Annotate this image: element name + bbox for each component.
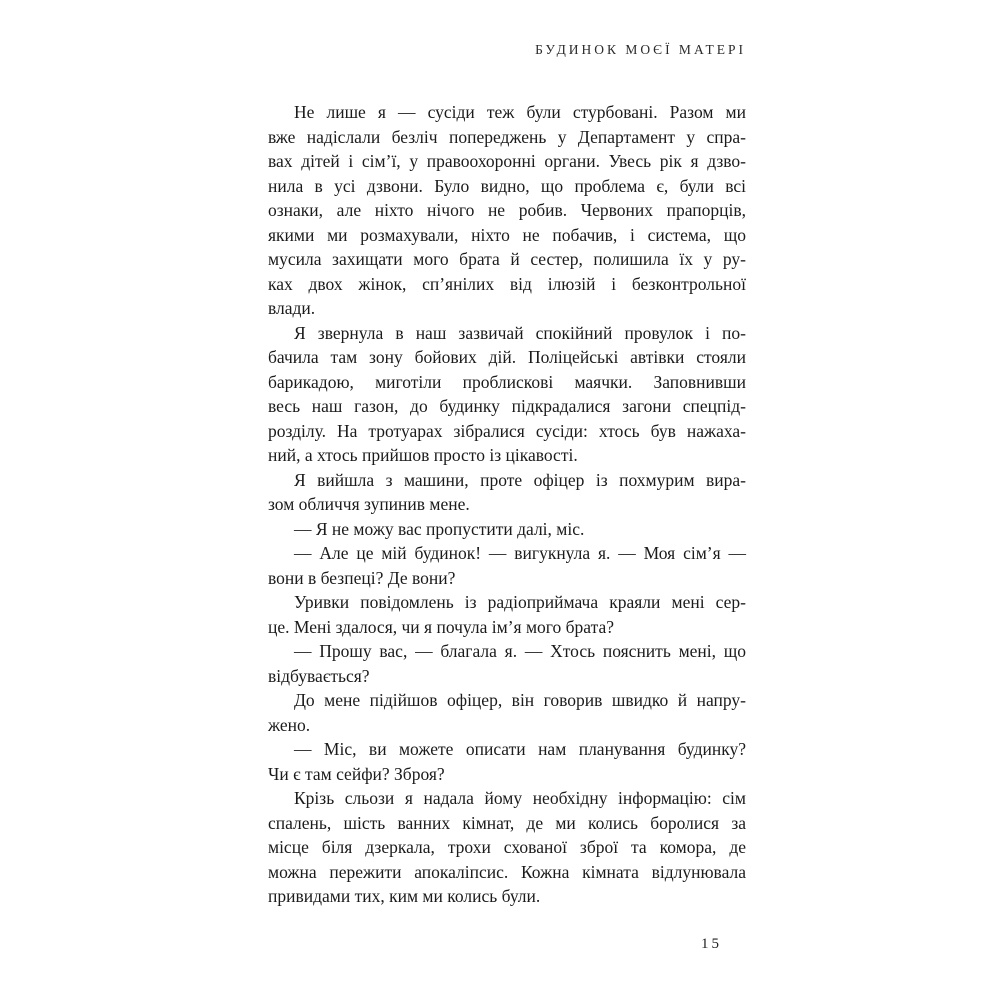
text-line: місце біля дзеркала, трохи схованої зброї та комора, де (268, 837, 746, 857)
text-line: Уривки повідомлень із радіоприймача краяли мені сер- (294, 592, 746, 612)
paragraph (268, 517, 746, 542)
text-line: Не лише я — сусіди теж були стурбовані. Разом ми (294, 102, 746, 122)
paragraph (268, 590, 746, 639)
paragraph (268, 688, 746, 737)
text-line: — Я не можу вас пропустити далі, міс. (294, 518, 585, 539)
text-line: нила в усі дзвони. Було видно, що проблема є, були всі (268, 175, 746, 196)
text-line: — Міс, ви можете описати нам планування будинку? (294, 739, 746, 759)
text-line: привидами тих, ким ми колись були. (268, 886, 541, 906)
paragraph (268, 786, 746, 909)
paragraph (268, 468, 746, 517)
text-line: — Але це мій будинок! — вигукнула я. — Моя сім’я — (294, 543, 746, 563)
paragraph (268, 737, 746, 786)
text-line: До мене підійшов офіцер, він говорив швидко й напру- (294, 690, 746, 710)
text-line: влади. (268, 298, 316, 318)
paragraph (268, 541, 746, 590)
text-line: барикадою, миготіли проблискові маячки. Заповнивши (268, 371, 746, 392)
paragraph (268, 321, 746, 468)
text-line: якими ми розмахували, ніхто не побачив, і система, що (268, 224, 746, 245)
text-line: ках двох жінок, сп’янілих від ілюзій і безконтрольної (268, 273, 746, 294)
paragraph (268, 639, 746, 688)
running-header: БУДИНОК МОЄЇ МАТЕРІ (535, 42, 746, 57)
text-line: ознаки, але ніхто нічого не робив. Червоних прапорців, (268, 200, 746, 220)
text-line: Я вийшла з машини, проте офіцер із похмурим вира- (294, 469, 746, 490)
text-line: — Прошу вас, — благала я. — Хтось пояснить мені, що (294, 641, 746, 661)
paragraph (268, 100, 746, 321)
text-line: бачила там зону бойових дій. Поліцейські автівки стояли (268, 347, 746, 367)
text-line: Крізь сльози я надала йому необхідну інформацію: сім (294, 788, 746, 808)
text-line: відбувається? (268, 665, 370, 686)
text-line: вже надіслали безліч попереджень у Департамент у спра- (268, 126, 746, 147)
text-line: розділу. На тротуарах зібралися сусіди: хтось був нажаха- (268, 420, 746, 441)
text-line: Чи є там сейфи? Зброя? (268, 763, 445, 784)
text-line: мусила захищати мого брата й сестер, полишила їх у ру- (268, 249, 746, 269)
text-line: вах дітей і сім’ї, у правоохоронні органи. Увесь рік я дзво- (268, 151, 746, 171)
text-line: жено. (268, 714, 311, 735)
text-line: це. Мені здалося, чи я почула ім’я мого брата? (268, 616, 615, 637)
text-line: зом обличчя зупинив мене. (268, 494, 470, 514)
page-number: 15 (701, 936, 722, 952)
text-line: спалень, шість ванних кімнат, де ми колись боролися за (268, 812, 746, 833)
text-line: весь наш газон, до будинку підкрадалися загони спецпід- (268, 396, 746, 416)
text-line: можна пережити апокаліпсис. Кожна кімната відлунювала (268, 861, 746, 882)
text-line: ний, а хтось прийшов просто із цікавості. (268, 445, 578, 465)
text-line: вони в безпеці? Де вони? (268, 567, 456, 588)
text-block (268, 100, 746, 909)
text-line: Я звернула в наш зазвичай спокійний провулок і по- (294, 322, 746, 343)
